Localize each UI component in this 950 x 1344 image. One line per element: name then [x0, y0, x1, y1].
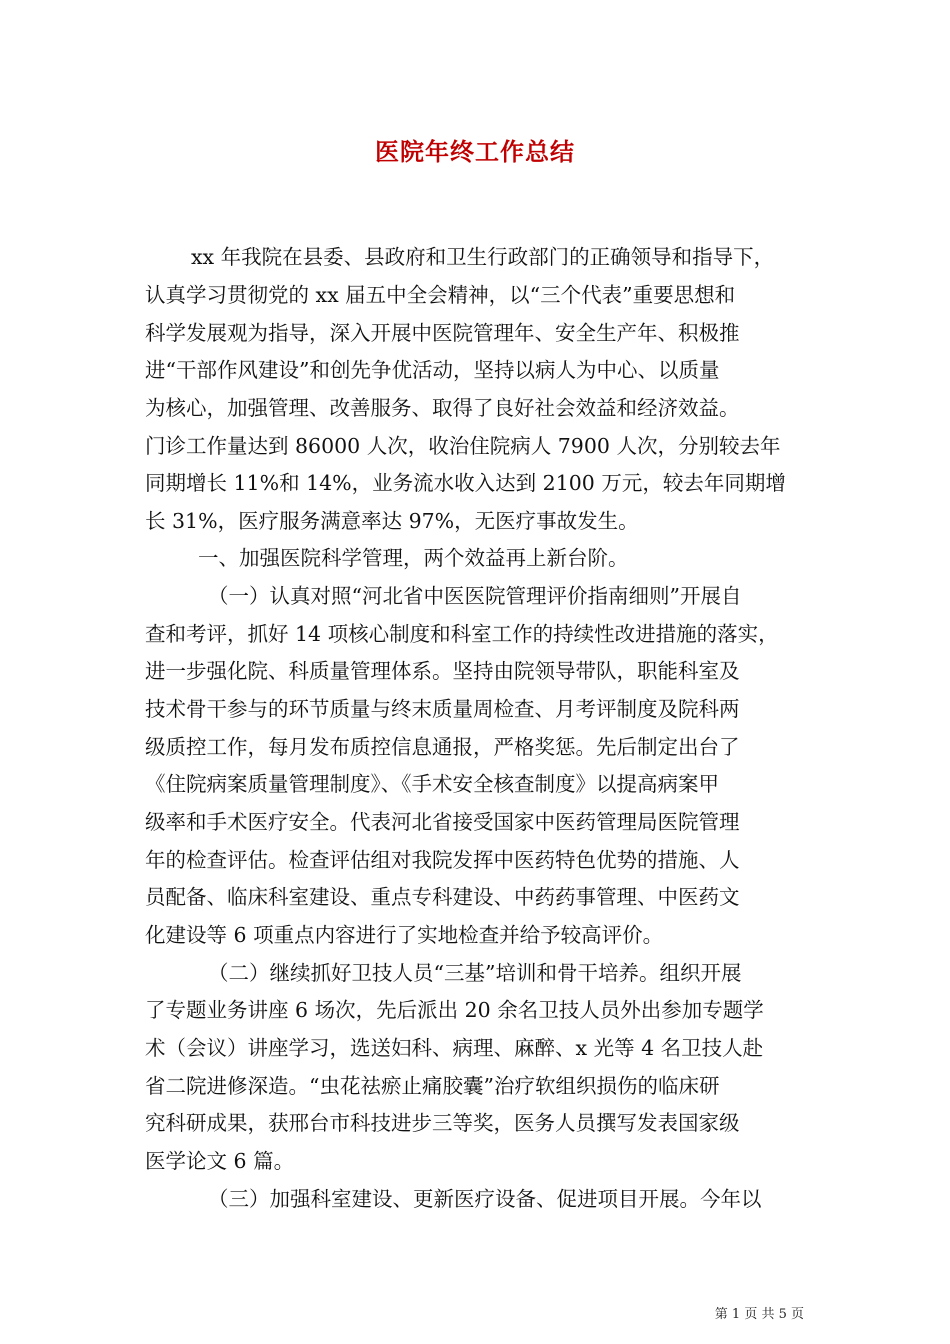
body-line: 究科研成果，获邢台市科技进步三等奖，医务人员撰写发表国家级 [145, 1111, 740, 1135]
body-line: 科学发展观为指导，深入开展中医院管理年、安全生产年、积极推 [145, 321, 740, 345]
body-line: 术（会议）讲座学习，选送妇科、病理、麻醉、x 光等 4 名卫技人赴 [145, 1036, 764, 1060]
body-line: 技术骨干参与的环节质量与终末质量周检查、月考评制度及院科两 [145, 697, 740, 721]
body-line: 员配备、临床科室建设、重点专科建设、中药药事管理、中医药文 [145, 885, 740, 909]
body-line: xx 年我院在县委、县政府和卫生行政部门的正确领导和指导下， [191, 245, 775, 269]
body-line: （一）认真对照“河北省中医医院管理评价指南细则”开展自 [208, 584, 742, 608]
body-line: 为核心，加强管理、改善服务、取得了良好社会效益和经济效益。 [145, 396, 740, 420]
body-line: 省二院进修深造。“虫花祛瘀止痛胶囊”治疗软组织损伤的临床研 [145, 1074, 720, 1098]
body-line: 级率和手术医疗安全。代表河北省接受国家中医药管理局医院管理 [145, 810, 740, 834]
body-line: 医学论文 6 篇。 [145, 1149, 295, 1173]
body-line: 认真学习贯彻党的 xx 届五中全会精神，以“三个代表”重要思想和 [145, 283, 736, 307]
body-line: 进一步强化院、科质量管理体系。坚持由院领导带队，职能科室及 [145, 659, 740, 683]
body-line: （二）继续抓好卫技人员“三基”培训和骨干培养。组织开展 [208, 961, 742, 985]
body-line: 化建设等 6 项重点内容进行了实地检查并给予较高评价。 [145, 923, 664, 947]
body-line: 年的检查评估。检查评估组对我院发挥中医药特色优势的措施、人 [145, 848, 740, 872]
body-line: 门诊工作量达到 86000 人次，收治住院病人 7900 人次，分别较去年 [145, 434, 781, 458]
page-number: 第 1 页 共 5 页 [714, 1307, 804, 1322]
body-line: 级质控工作，每月发布质控信息通报，严格奖惩。先后制定出台了 [145, 735, 740, 759]
section-heading: 一、加强医院科学管理，两个效益再上新台阶。 [198, 546, 629, 570]
body-line: 《住院病案质量管理制度》、《手术安全核查制度》以提高病案甲 [145, 772, 719, 796]
body-line: 查和考评，抓好 14 项核心制度和科室工作的持续性改进措施的落实， [145, 622, 779, 646]
body-line: 进“干部作风建设”和创先争优活动，坚持以病人为中心、以质量 [145, 358, 720, 382]
body-line: 长 31%，医疗服务满意率达 97%，无医疗事故发生。 [145, 509, 639, 533]
body-line: 了专题业务讲座 6 场次，先后派出 20 余名卫技人员外出参加专题学 [145, 998, 764, 1022]
body-line: （三）加强科室建设、更新医疗设备、促进项目开展。今年以 [208, 1187, 762, 1211]
document-title: 医院年终工作总结 [375, 137, 575, 166]
body-line: 同期增长 11%和 14%，业务流水收入达到 2100 万元，较去年同期增 [145, 471, 786, 495]
